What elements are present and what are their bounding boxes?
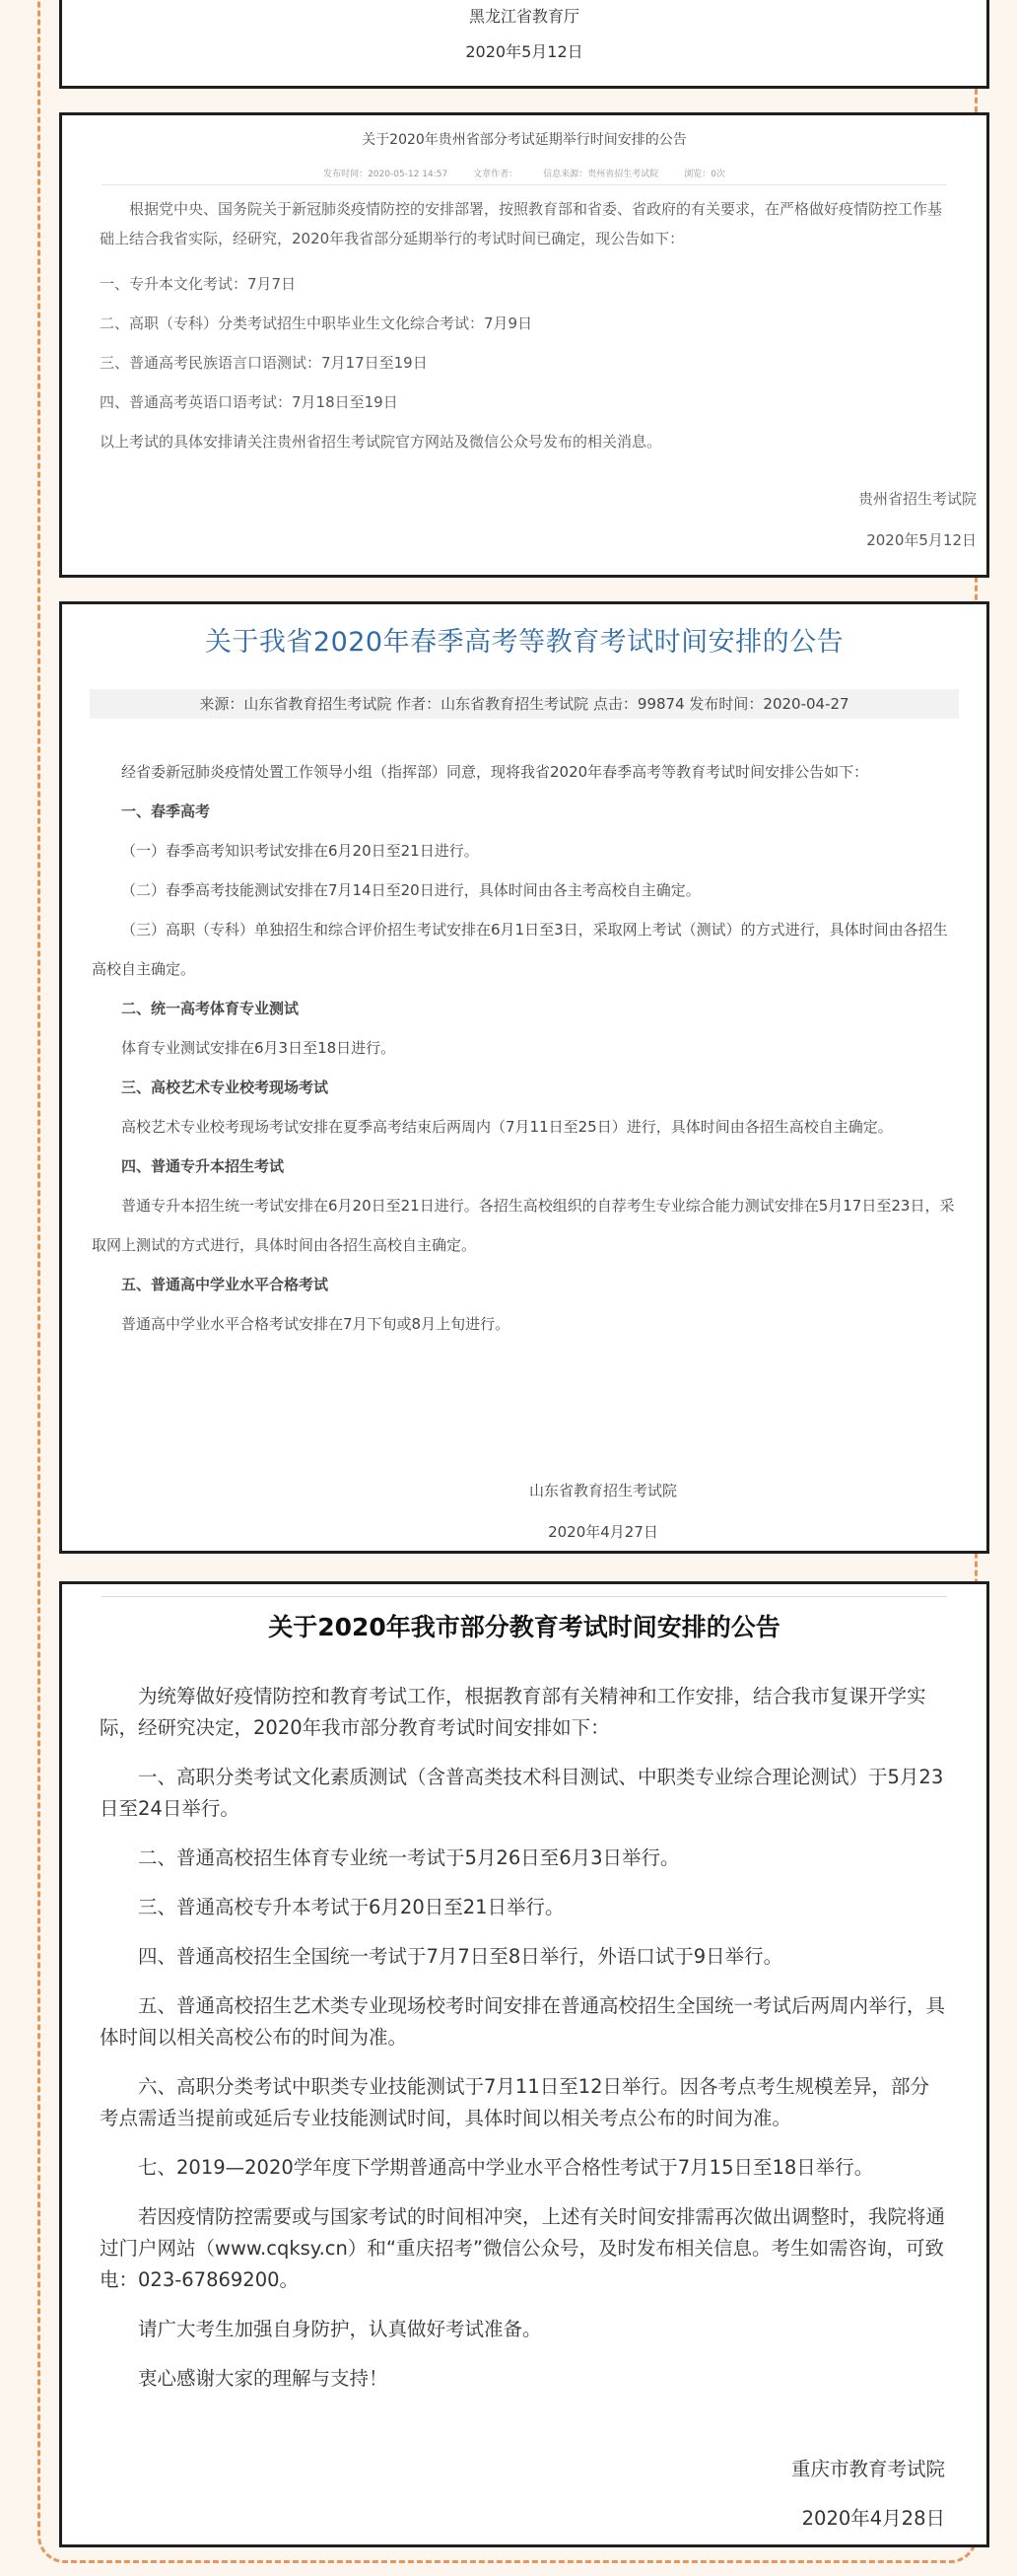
notice-paragraph: （一）春季高考知识考试安排在6月20日至21日进行。 — [121, 842, 479, 860]
chongqing-notice-card — [59, 1581, 989, 2547]
guizhou-notice-card — [59, 112, 989, 578]
notice-org: 重庆市教育考试院 — [790, 2458, 945, 2480]
notice-intro: 根据党中央、国务院关于新冠肺炎疫情防控的安排部署，按照教育部和省委、省政府的有关要求，在严格做好疫情防控工作基础上结合我省实际，经研究，2020年我省部分延期举行的考试时间已确定，现公告如下： — [100, 200, 943, 247]
notice-paragraph: 衷心感谢大家的理解与支持！ — [138, 2367, 388, 2390]
notice-paragraph: 请广大考生加强自身防护，认真做好考试准备。 — [138, 2318, 542, 2340]
notice-body — [100, 1681, 945, 2412]
notice-paragraph: 体育专业测试安排在6月3日至18日进行。 — [121, 1039, 396, 1057]
notice-paragraph: 七、2019—2020学年度下学期普通高中学业水平合格性考试于7月15日至18日举行。 — [138, 2156, 874, 2179]
section-heading: 四、普通专升本招生考试 — [121, 1157, 285, 1175]
notice-paragraph: 三、普通高校专升本考试于6月20日至21日举行。 — [138, 1896, 565, 1918]
notice-item: 三、普通高考民族语言口语测试：7月17日至19日 — [100, 354, 428, 372]
notice-item: 二、高职（专科）分类考试招生中职毕业生文化综合考试：7月9日 — [100, 314, 533, 332]
meta-publish-time: 发布时间：2020-05-12 14:57 — [323, 170, 448, 179]
notice-title: 关于2020年我市部分教育考试时间安排的公告 — [268, 1613, 780, 1641]
meta-divider — [102, 184, 947, 185]
notice-paragraph: （二）春季高考技能测试安排在7月14日至20日进行，具体时间由各主考高校自主确定。 — [121, 881, 701, 899]
title-divider — [102, 1596, 947, 1597]
section-heading: 二、统一高考体育专业测试 — [121, 1000, 300, 1017]
notice-org: 山东省教育招生考试院 — [528, 1482, 677, 1499]
notice-meta — [62, 167, 986, 179]
notice-item: 一、专升本文化考试：7月7日 — [100, 275, 297, 293]
notice-paragraph: 六、高职分类考试中职类专业技能测试于7月11日至12日举行。因各考点考生规模差异，部分考点需适当提前或延后专业技能测试时间，具体时间以相关考点公布的时间为准。 — [100, 2075, 930, 2129]
notice-paragraph: 普通高中学业水平合格考试安排在7月下旬或8月上旬进行。 — [121, 1315, 510, 1333]
meta-author: 文章作者： — [473, 170, 518, 179]
notice-paragraph: 四、普通高校招生全国统一考试于7月7日至8日举行，外语口试于9日举行。 — [138, 1945, 783, 1968]
notice-item: 四、普通高考英语口语考试：7月18日至19日 — [100, 393, 398, 411]
notice-org: 黑龙江省教育厅 — [468, 7, 579, 26]
notice-paragraph: 高校艺术专业校考现场考试安排在夏季高考结束后两周内（7月11日至25日）进行，具体时间由各招生高校自主确定。 — [121, 1118, 893, 1136]
notice-date: 2020年4月28日 — [801, 2507, 945, 2530]
notice-title: 关于我省2020年春季高考等教育考试时间安排的公告 — [204, 627, 845, 658]
notice-paragraph: 五、普通高校招生艺术类专业现场校考时间安排在普通高校招生全国统一考试后两周内举行，具体时间以相关高校公布的时间为准。 — [100, 1994, 946, 2049]
notice-paragraph: 经省委新冠肺炎疫情处置工作领导小组（指挥部）同意，现将我省2020年春季高考等教育考试时间安排公告如下： — [121, 763, 869, 781]
notice-org: 贵州省招生考试院 — [857, 490, 977, 508]
notice-paragraph: 普通专升本招生统一考试安排在6月20日至21日进行。各招生高校组织的自荐考生专业综合能力测试安排在5月17日至23日，采取网上测试的方式进行，具体时间由各招生高校自主确定。 — [92, 1197, 955, 1254]
heilongjiang-notice-card — [59, 0, 989, 89]
notice-item: 以上考试的具体安排请关注贵州省招生考试院官方网站及微信公众号发布的相关消息。 — [100, 433, 662, 451]
notice-paragraph: 一、高职分类考试文化素质测试（含普高类技术科目测试、中职类专业综合理论测试）于5月23日至24日举行。 — [100, 1766, 944, 1820]
notice-paragraph: 若因疫情防控需要或与国家考试的时间相冲突，上述有关时间安排需再次做出调整时，我院将通过门户网站（www.cqksy.cn）和“重庆招考”微信公众号，及时发布相关信息。考生如需咨询，可致电：023-67869200。 — [100, 2205, 946, 2291]
shandong-notice-card — [59, 601, 989, 1554]
notice-body — [92, 752, 957, 1344]
notice-body — [100, 194, 953, 466]
notice-title: 关于2020年贵州省部分考试延期举行时间安排的公告 — [362, 132, 687, 148]
notice-date: 2020年4月27日 — [548, 1523, 658, 1541]
notice-meta: 来源：山东省教育招生考试院 作者：山东省教育招生考试院 点击：99874 发布时间：2020-04-27 — [90, 689, 959, 719]
notice-paragraph: 二、普通高校招生体育专业统一考试于5月26日至6月3日举行。 — [138, 1846, 680, 1869]
notice-date: 2020年5月12日 — [866, 531, 977, 549]
section-heading: 一、春季高考 — [121, 802, 211, 820]
section-heading: 三、高校艺术专业校考现场考试 — [121, 1079, 329, 1096]
section-heading: 五、普通高中学业水平合格考试 — [121, 1276, 329, 1293]
meta-views: 浏览：0次 — [684, 170, 725, 179]
notice-paragraph: （三）高职（专科）单独招生和综合评价招生考试安排在6月1日至3日，采取网上考试（测试）的方式进行，具体时间由各招生高校自主确定。 — [92, 921, 948, 978]
notice-date: 2020年5月12日 — [465, 42, 583, 61]
notice-paragraph: 为统筹做好疫情防控和教育考试工作，根据教育部有关精神和工作安排，结合我市复课开学实际，经研究决定，2020年我市部分教育考试时间安排如下： — [100, 1685, 926, 1739]
meta-source: 信息来源：贵州省招生考试院 — [543, 170, 659, 179]
